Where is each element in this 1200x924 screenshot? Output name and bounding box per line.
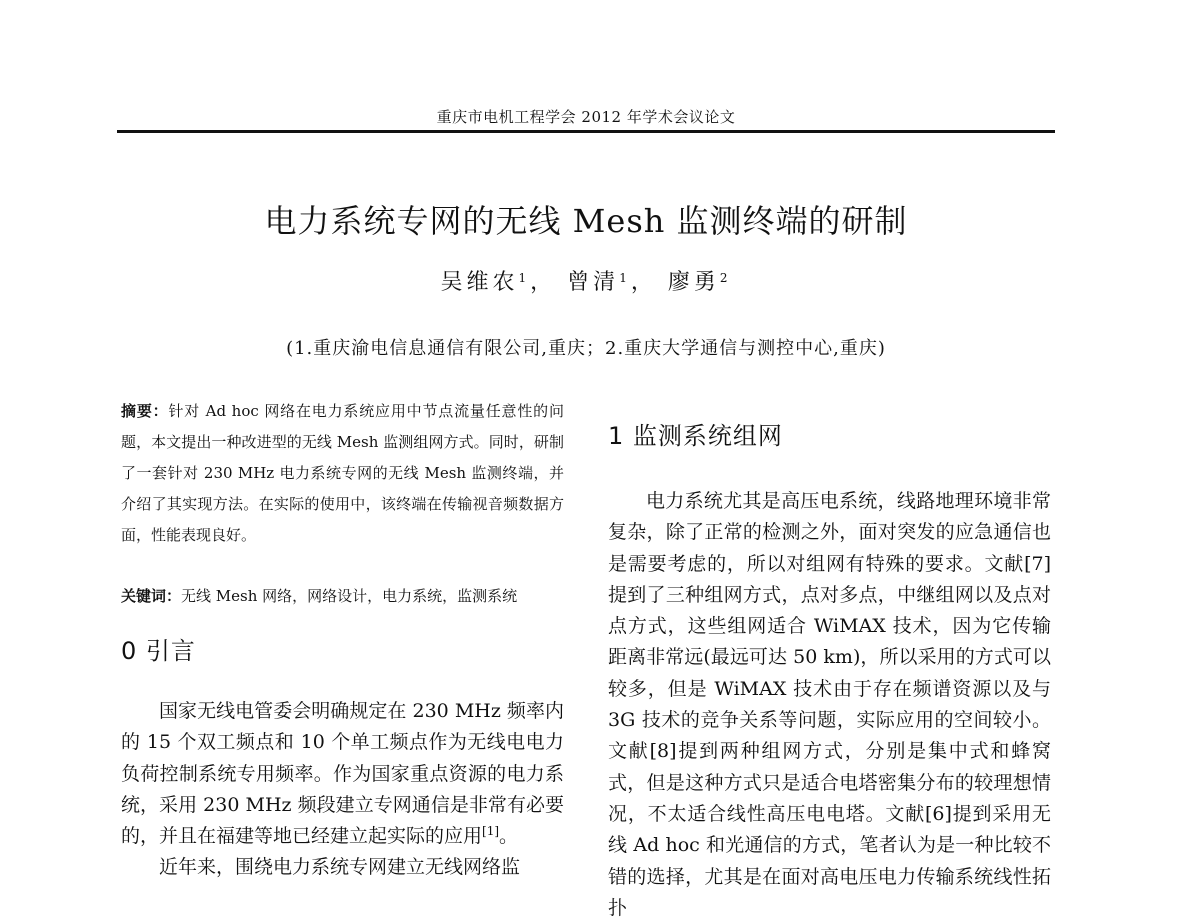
networking-paragraph: 电力系统尤其是高压电系统，线路地理环境非常复杂，除了正常的检测之外，面对突发的应急通信也是需要考虑的，所以对组网有特殊的要求。文献[7]提到了三种组网方式，点对多点，中继组网以及点对点方式，这些组网适合 WiMAX 技术，因为它传输距离非常远(最远可达 50 km)，所以采用的方式可以较多，但是 WiMAX 技术由于存在频谱资源以及与 3G 技术的竞争关系等问题，实际应用的空间较小。文献[8]提到两种组网方式，分别是集中式和蜂窝式，但是这种方式只是适合电塔密集分布的较理想情况，不太适合线性高压电电塔。文献[6]提到采用无线 Ad hoc 和光通信的方式，笔者认为是一种比较不错的选择，尤其是在面对高电压电力传输系统线性拓扑 xyxy=(608,490,1051,919)
intro-paragraph-2: 近年来，围绕电力系统专网建立无线网络监 xyxy=(159,856,521,879)
paper-title: 电力系统专网的无线 Mesh 监测终端的研制 xyxy=(264,202,908,240)
intro-paragraph-end: 。 xyxy=(499,825,519,848)
citation-mark: [1] xyxy=(482,824,500,839)
section-heading-introduction: 0 引言 xyxy=(121,637,196,665)
affiliations: (1.重庆渝电信息通信有限公司,重庆；2.重庆大学通信与测控中心,重庆) xyxy=(286,338,886,359)
abstract-label: 摘要： xyxy=(121,402,169,420)
abstract-text: 针对 Ad hoc 网络在电力系统应用中节点流量任意性的问题，本文提出一种改进型的无线 Mesh 监测组网方式。同时，研制了一套针对 230 MHz 电力系统专网的无线 Mesh 监测终端，并介绍了其实现方法。在实际的使用中，该终端在传输视音频数据方面，性能表现良好。 xyxy=(121,402,564,544)
author-separator: ， xyxy=(530,270,557,295)
author-name: 曾清 xyxy=(567,270,620,295)
abstract xyxy=(121,396,564,551)
header-rule xyxy=(117,130,1055,133)
author-list xyxy=(117,265,1055,296)
author-name: 廖勇 xyxy=(667,270,720,295)
author-name: 吴维农 xyxy=(440,270,519,295)
author-separator: ， xyxy=(630,270,657,295)
keywords-text: 无线 Mesh 网络，网络设计，电力系统，监测系统 xyxy=(181,587,518,605)
keywords-label: 关键词： xyxy=(121,587,182,605)
intro-paragraph-text: 国家无线电管委会明确规定在 230 MHz 频率内的 15 个双工频点和 10 个单工频点作为无线电电力负荷控制系统专用频率。作为国家重点资源的电力系统，采用 230 MHz 频段建立专网通信是非常有必要的，并且在福建等地已经建立起实际的应用 xyxy=(121,700,564,848)
author-affiliation-mark: 1 xyxy=(619,271,631,285)
intro-paragraph xyxy=(121,696,564,852)
author-affiliation-mark: 2 xyxy=(719,271,732,285)
left-column xyxy=(121,396,564,884)
section-heading-networking: 1 监测系统组网 xyxy=(608,422,783,450)
keywords xyxy=(121,581,564,612)
running-head: 重庆市电机工程学会 2012 年学术会议论文 xyxy=(436,108,736,126)
author-affiliation-mark: 1 xyxy=(518,271,531,285)
right-column xyxy=(608,416,1051,924)
